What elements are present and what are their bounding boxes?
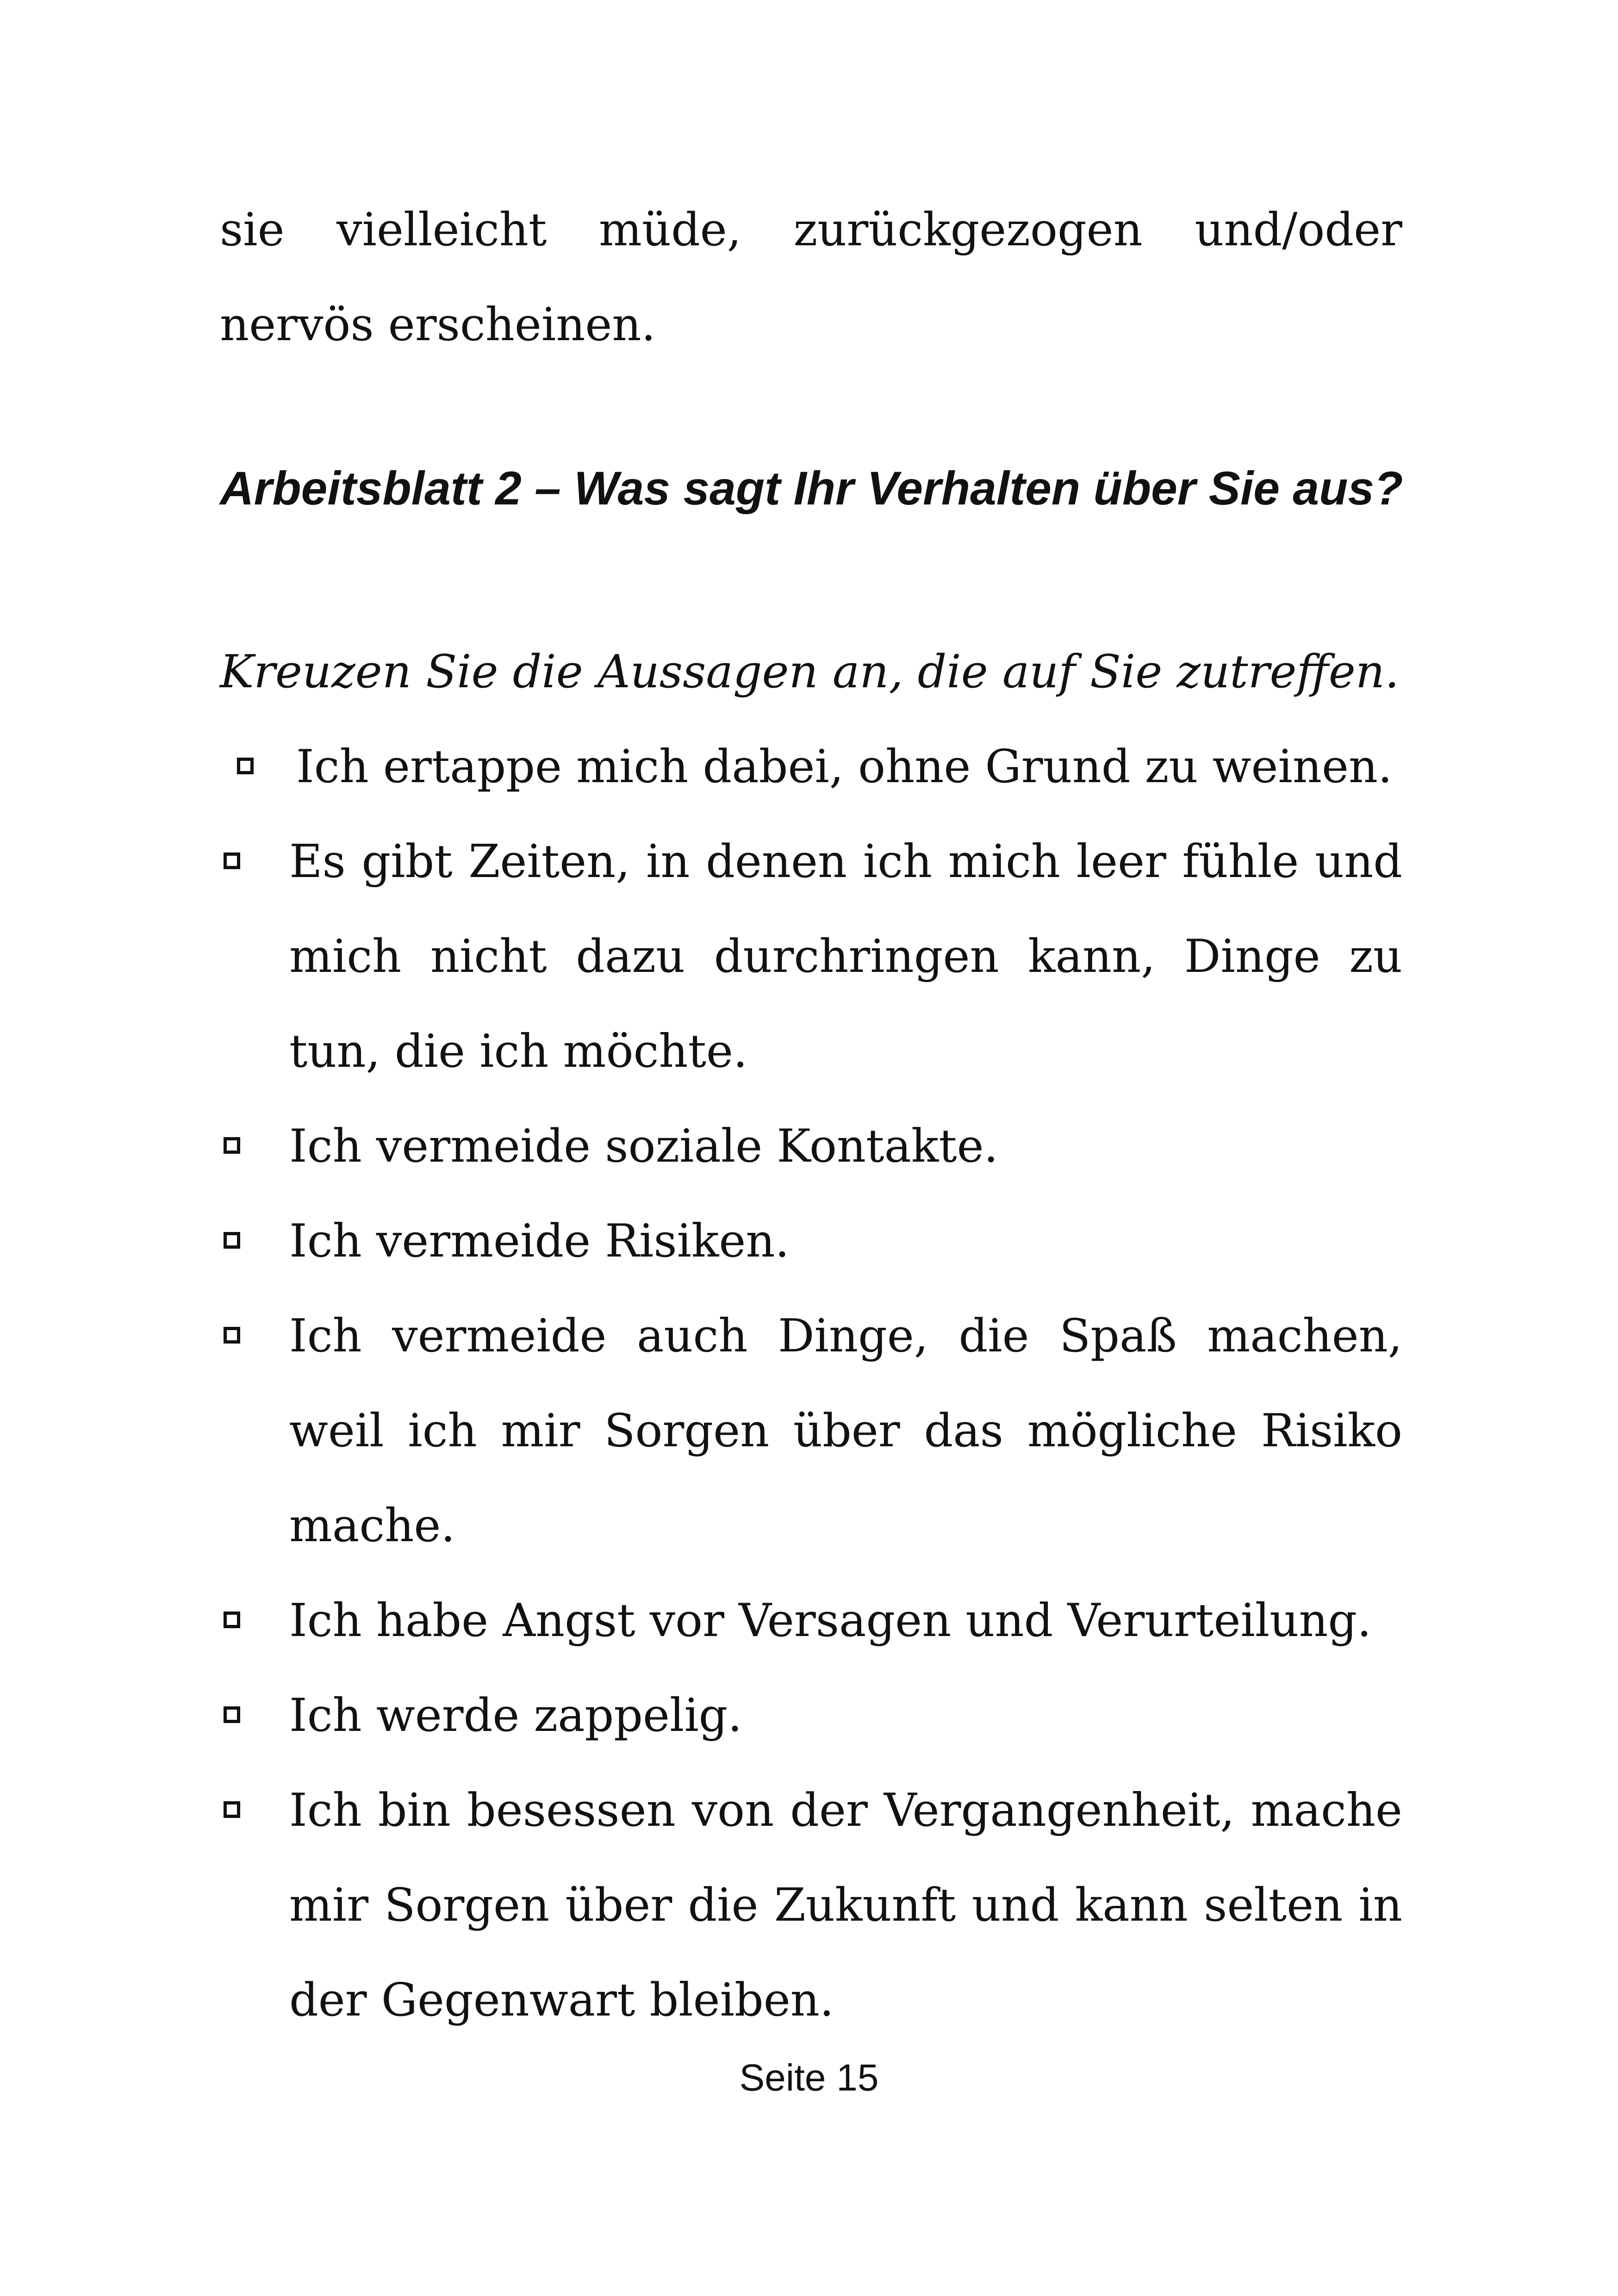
- checklist-item: [220, 1668, 1402, 1763]
- checklist-item: [220, 1763, 1402, 2048]
- checklist-item-label: Ich werde zappelig.: [289, 1689, 742, 1742]
- checklist-item: [220, 1194, 1402, 1289]
- checkbox[interactable]: [224, 1612, 240, 1628]
- checklist-item: [220, 1574, 1402, 1668]
- checklist-item: [220, 1099, 1402, 1194]
- statement-checklist: [220, 720, 1402, 2048]
- page-number: Seite 15: [739, 2057, 879, 2099]
- checklist-item-label: Ich vermeide Risiken.: [289, 1215, 790, 1268]
- intro-paragraph: sie vielleicht müde, zurückgezogen und/oder nervös erscheinen.: [220, 204, 1402, 351]
- checklist-item: [220, 720, 1402, 815]
- checklist-item: [220, 815, 1402, 1099]
- checkbox[interactable]: [237, 758, 254, 774]
- checkbox[interactable]: [224, 1232, 240, 1249]
- checklist-item-label: Ich ertappe mich dabei, ohne Grund zu weinen.: [296, 740, 1393, 793]
- checkbox[interactable]: [224, 1137, 240, 1154]
- checkbox[interactable]: [224, 1706, 240, 1723]
- instruction-text: Kreuzen Sie die Aussagen an, die auf Sie zutreffen.: [220, 646, 1400, 698]
- checkbox[interactable]: [224, 852, 240, 869]
- checklist-item-label: Ich bin besessen von der Vergangenheit, mache mir Sorgen über die Zukunft und kann selten in der Gegenwart bleiben.: [289, 1784, 1402, 2027]
- checklist-item: [220, 1289, 1402, 1574]
- checklist-item-label: Ich vermeide auch Dinge, die Spaß machen, weil ich mir Sorgen über das mögliche Risiko mache.: [289, 1310, 1402, 1552]
- checklist-item-label: Es gibt Zeiten, in denen ich mich leer fühle und mich nicht dazu durchringen kann, Dinge zu tun, die ich möchte.: [289, 835, 1402, 1078]
- checklist-item-label: Ich habe Angst vor Versagen und Verurteilung.: [289, 1594, 1372, 1647]
- checkbox[interactable]: [224, 1327, 240, 1344]
- checkbox[interactable]: [224, 1801, 240, 1818]
- checklist-item-label: Ich vermeide soziale Kontakte.: [289, 1120, 998, 1173]
- worksheet-heading: Arbeitsblatt 2 – Was sagt Ihr Verhalten über Sie aus?: [220, 462, 1403, 515]
